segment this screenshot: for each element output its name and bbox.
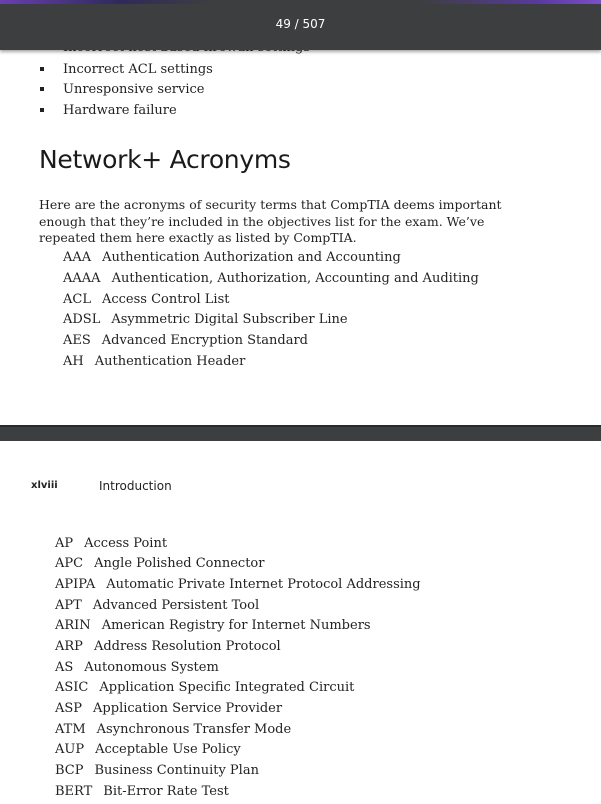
acronym-definition: Business Continuity Plan [94, 763, 259, 778]
acronym-entry [63, 312, 348, 327]
page-counter: 49 / 507 [275, 17, 326, 31]
acronym-entry [55, 577, 421, 592]
acronym-entry [55, 556, 264, 571]
acronym-definition: Authentication Header [94, 354, 246, 369]
acronym-definition: Application Specific Integrated Circuit [99, 680, 355, 695]
acronym-entry [55, 763, 259, 778]
acronym-abbr: APIPA [55, 577, 96, 592]
acronym-entry [55, 680, 354, 695]
bullet-text: Hardware failure [63, 103, 177, 118]
acronym-abbr: ADSL [63, 312, 101, 327]
acronym-abbr: APT [55, 598, 82, 613]
acronym-definition: Authentication, Authorization, Accounting and Auditing [111, 271, 479, 286]
bullet-text: Unresponsive service [63, 82, 205, 97]
acronym-definition: Asynchronous Transfer Mode [96, 722, 292, 737]
acronym-abbr: AAAA [63, 271, 101, 286]
running-header: Introduction [99, 479, 172, 493]
acronym-definition: Angle Polished Connector [94, 556, 265, 571]
acronym-abbr: ACL [63, 292, 91, 307]
acronym-definition: Authentication Authorization and Accounting [102, 250, 401, 265]
acronym-definition: Access Control List [101, 292, 230, 307]
acronym-definition: Advanced Persistent Tool [92, 598, 260, 613]
acronym-entry [55, 660, 219, 675]
acronym-definition: Address Resolution Protocol [93, 639, 281, 654]
acronym-entry [55, 742, 241, 757]
acronym-entry [55, 701, 282, 716]
acronym-abbr: ARIN [55, 618, 91, 633]
section-heading: Network+ Acronyms [39, 145, 291, 174]
acronym-abbr: AUP [55, 742, 85, 757]
acronym-abbr: AAA [63, 250, 92, 265]
acronym-definition: Automatic Private Internet Protocol Addressing [106, 577, 421, 592]
acronym-definition: Acceptable Use Policy [95, 742, 241, 757]
acronym-entry [55, 639, 281, 654]
acronym-abbr: APC [55, 556, 84, 571]
bullet-text: Incorrect ACL settings [63, 62, 213, 77]
acronym-definition: Autonomous System [84, 660, 219, 675]
acronym-entry [55, 618, 371, 633]
bullet-marker [40, 87, 44, 91]
acronym-abbr: ASP [55, 701, 83, 716]
acronym-abbr: BCP [55, 763, 84, 778]
acronym-entry [55, 784, 229, 799]
acronym-definition: Access Point [84, 536, 168, 551]
page-separator [0, 427, 601, 441]
acronym-abbr: ATM [55, 722, 86, 737]
acronym-abbr: AH [63, 354, 84, 369]
acronym-definition: American Registry for Internet Numbers [101, 618, 371, 633]
bullet-marker [40, 67, 44, 71]
acronym-abbr: AP [55, 536, 74, 551]
acronym-entry [55, 598, 259, 613]
acronym-entry [55, 536, 167, 551]
acronym-abbr: BERT [55, 784, 93, 799]
acronym-entry [63, 354, 245, 369]
page-number: xlviii [31, 480, 58, 491]
intro-paragraph: Here are the acronyms of security terms that CompTIA deems important enough that they’re included in the objectives list for the exam. We’ve repeated them here exactly as listed by CompTIA. [39, 197, 502, 245]
acronym-entry [63, 333, 308, 348]
acronym-entry [63, 271, 479, 286]
acronym-abbr: ARP [55, 639, 83, 654]
acronym-abbr: AES [63, 333, 91, 348]
acronym-definition: Bit-Error Rate Test [103, 784, 229, 799]
bullet-marker [40, 108, 44, 112]
toolbar-accent-glow [0, 0, 601, 4]
acronym-entry [63, 250, 401, 265]
acronym-definition: Advanced Encryption Standard [101, 333, 309, 348]
acronym-entry [63, 292, 229, 307]
acronym-entry [55, 722, 291, 737]
acronym-definition: Asymmetric Digital Subscriber Line [111, 312, 348, 327]
acronym-definition: Application Service Provider [93, 701, 283, 716]
acronym-abbr: AS [55, 660, 74, 675]
acronym-abbr: ASIC [55, 680, 89, 695]
